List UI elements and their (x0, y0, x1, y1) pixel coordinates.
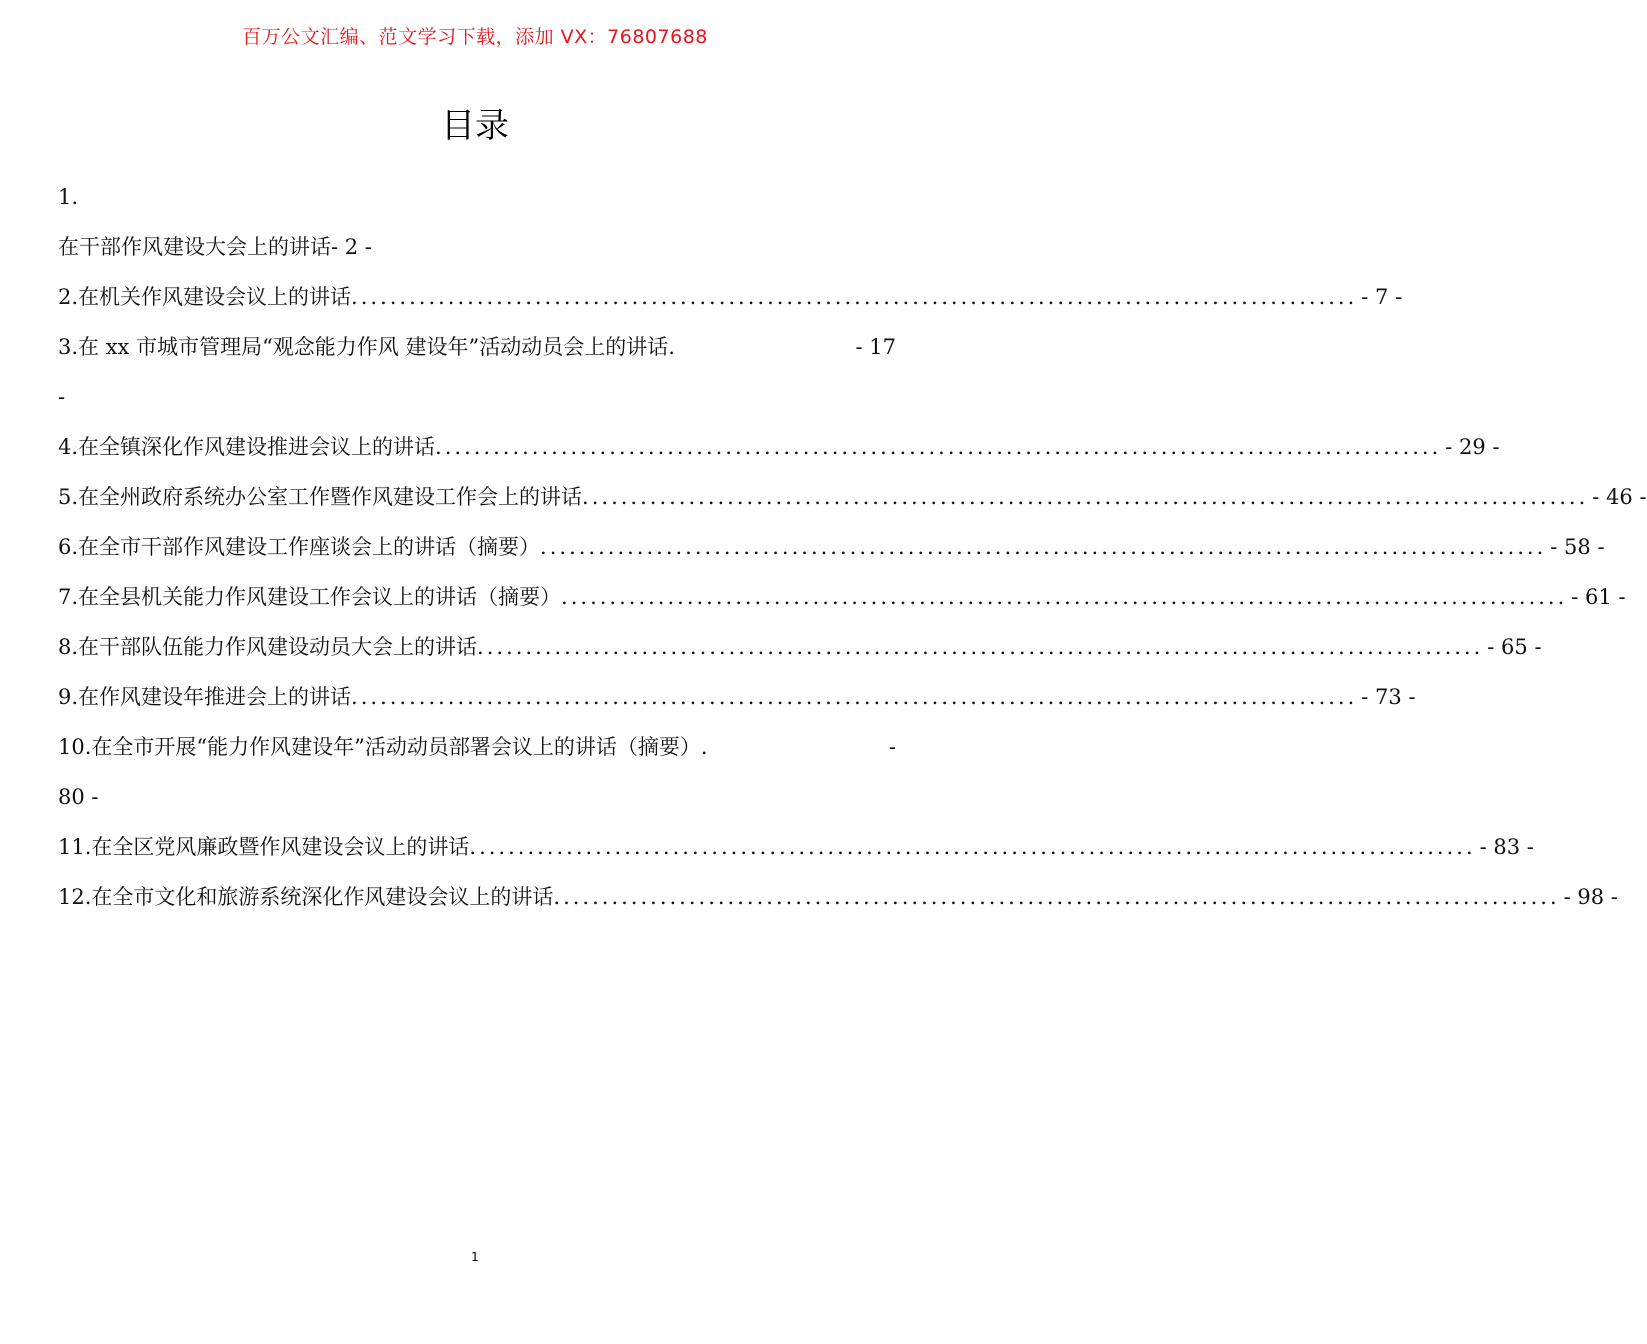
toc-entry-title: 3.在 xx 市城市管理局“观念能力作风 建设年”活动动员会上的讲话. (58, 335, 675, 359)
toc-entry-11[interactable] (58, 822, 1534, 872)
toc-entry-title: 9.在作风建设年推进会上的讲话 (58, 685, 352, 709)
dot-leader: ........................................................................................................ (477, 635, 1484, 659)
header-banner: 百万公文汇编、范文学习下载，添加 VX：76807688 (242, 26, 708, 48)
toc-entry-2[interactable] (58, 272, 1403, 322)
dot-leader: ........................................................................................................ (540, 535, 1547, 559)
dot-leader: ........................................................................................................ (351, 285, 1358, 309)
toc-page-ref: - 83 - (1479, 835, 1534, 859)
toc-entry-title: 6.在全市干部作风建设工作座谈会上的讲话（摘要） (58, 535, 541, 559)
dot-leader: ........................................................................................................ (561, 585, 1568, 609)
dot-leader: ........................................................................................................ (553, 885, 1560, 909)
toc-entry-title: 2.在机关作风建设会议上的讲话 (58, 285, 352, 309)
toc-page-ref: - 58 - (1550, 535, 1605, 559)
toc-page-ref: - (888, 735, 896, 759)
toc-entry-8[interactable] (58, 622, 1542, 672)
toc-entry-4[interactable] (58, 422, 1500, 472)
toc-entry-title: 4.在全镇深化作风建设推进会议上的讲话 (58, 435, 436, 459)
document-title: 目录 (441, 106, 509, 146)
toc-page-ref: - 7 - (1361, 285, 1403, 309)
toc-entry-title: 12.在全市文化和旅游系统深化作风建设会议上的讲话 (58, 885, 554, 909)
toc-entry-3-continuation: - (58, 385, 66, 409)
toc-page-ref: - 65 - (1487, 635, 1542, 659)
toc-page-ref: - 61 - (1571, 585, 1626, 609)
toc-entry-1[interactable]: 在干部作风建设大会上的讲话- 2 - (58, 235, 372, 259)
toc-entry-1-number: 1. (58, 185, 79, 209)
toc-entry-6[interactable] (58, 522, 1605, 572)
toc-page-ref: - 98 - (1563, 885, 1618, 909)
table-of-contents (58, 172, 1647, 922)
toc-page-ref: - 29 - (1445, 435, 1500, 459)
dot-leader: ........................................................................................................ (435, 435, 1442, 459)
toc-page-ref: - 73 - (1361, 685, 1416, 709)
toc-entry-10-continuation: 80 - (58, 785, 99, 809)
toc-entry-title: 5.在全州政府系统办公室工作暨作风建设工作会上的讲话 (58, 485, 583, 509)
dot-leader: ........................................................................................................ (351, 685, 1358, 709)
toc-entry-5[interactable] (58, 472, 1647, 522)
toc-entry-10[interactable] (58, 722, 896, 772)
page-number: 1 (471, 1250, 479, 1264)
dot-leader: ........................................................................................................ (469, 835, 1476, 859)
toc-entry-title: 11.在全区党风廉政暨作风建设会议上的讲话 (58, 835, 470, 859)
toc-page-ref: - 46 - (1592, 485, 1647, 509)
toc-entry-12[interactable] (58, 872, 1618, 922)
dot-leader: ........................................................................................................ (582, 485, 1589, 509)
toc-entry-title: 8.在干部队伍能力作风建设动员大会上的讲话 (58, 635, 478, 659)
toc-entry-title: 7.在全县机关能力作风建设工作会议上的讲话（摘要） (58, 585, 562, 609)
toc-entry-7[interactable] (58, 572, 1626, 622)
toc-page-ref: - 17 (855, 335, 896, 359)
toc-entry-3[interactable] (58, 322, 896, 372)
toc-entry-9[interactable] (58, 672, 1416, 722)
toc-entry-title: 10.在全市开展“能力作风建设年”活动动员部署会议上的讲话（摘要）. (58, 735, 708, 759)
